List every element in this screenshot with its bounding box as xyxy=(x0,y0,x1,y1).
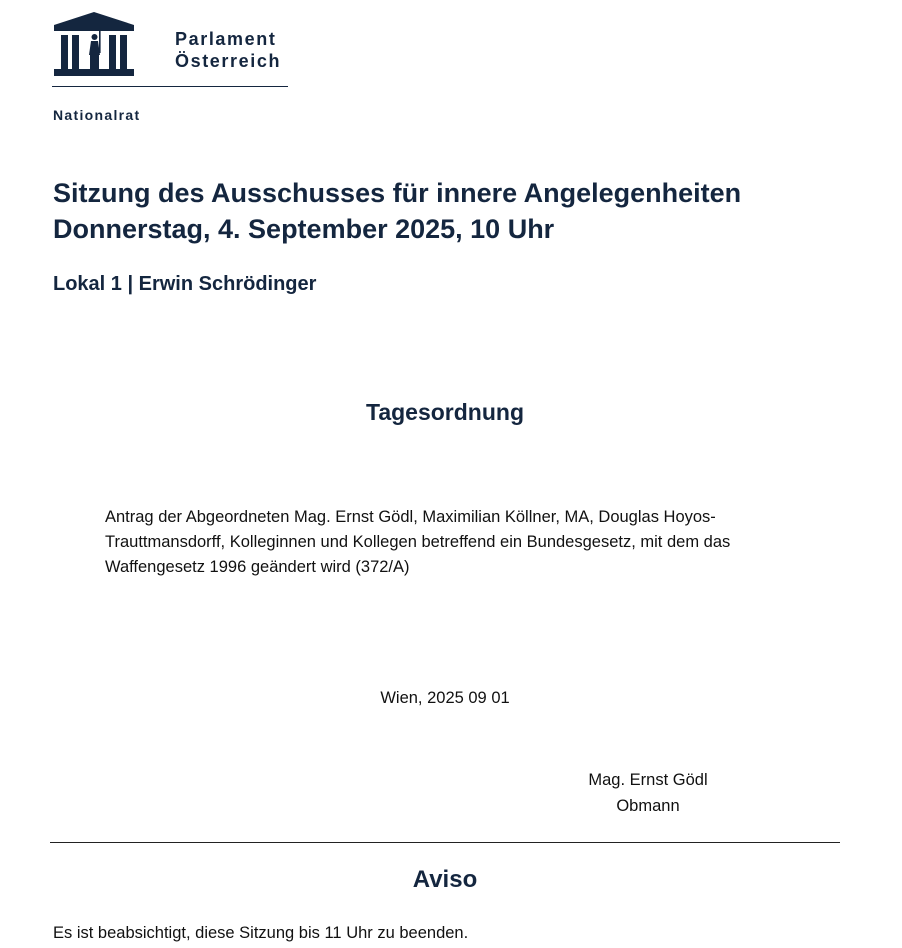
signatory-name: Mag. Ernst Gödl xyxy=(588,771,708,789)
agenda-heading: Tagesordnung xyxy=(365,399,524,425)
place-date: Wien, 2025 09 01 xyxy=(380,689,510,707)
header-rule xyxy=(52,86,288,87)
meeting-location: Lokal 1 | Erwin Schrödinger xyxy=(53,273,317,295)
section-divider xyxy=(50,842,840,843)
chamber-name: Nationalrat xyxy=(53,107,141,123)
aviso-heading: Aviso xyxy=(412,866,478,893)
signature-block xyxy=(568,767,728,819)
agenda-item: Antrag der Abgeordneten Mag. Ernst Gödl, Maximilian Köllner, MA, Douglas Hoyos-Trauttmansdorff, Kolleginnen und Kollegen betreffend ein Bundesgesetz, mit dem das Waffengesetz 1996 geändert wird (372/A) xyxy=(105,508,731,576)
organization-name-line2: Österreich xyxy=(175,51,282,71)
aviso-text: Es ist beabsichtigt, diese Sitzung bis 11 Uhr zu beenden. xyxy=(53,924,469,942)
organization-name-line1: Parlament xyxy=(175,29,277,49)
signatory-role: Obmann xyxy=(616,797,680,815)
meeting-title: Sitzung des Ausschusses für innere Angelegenheiten xyxy=(53,178,742,208)
parliament-building-logo-icon xyxy=(52,11,136,77)
meeting-date-time: Donnerstag, 4. September 2025, 10 Uhr xyxy=(53,214,555,244)
